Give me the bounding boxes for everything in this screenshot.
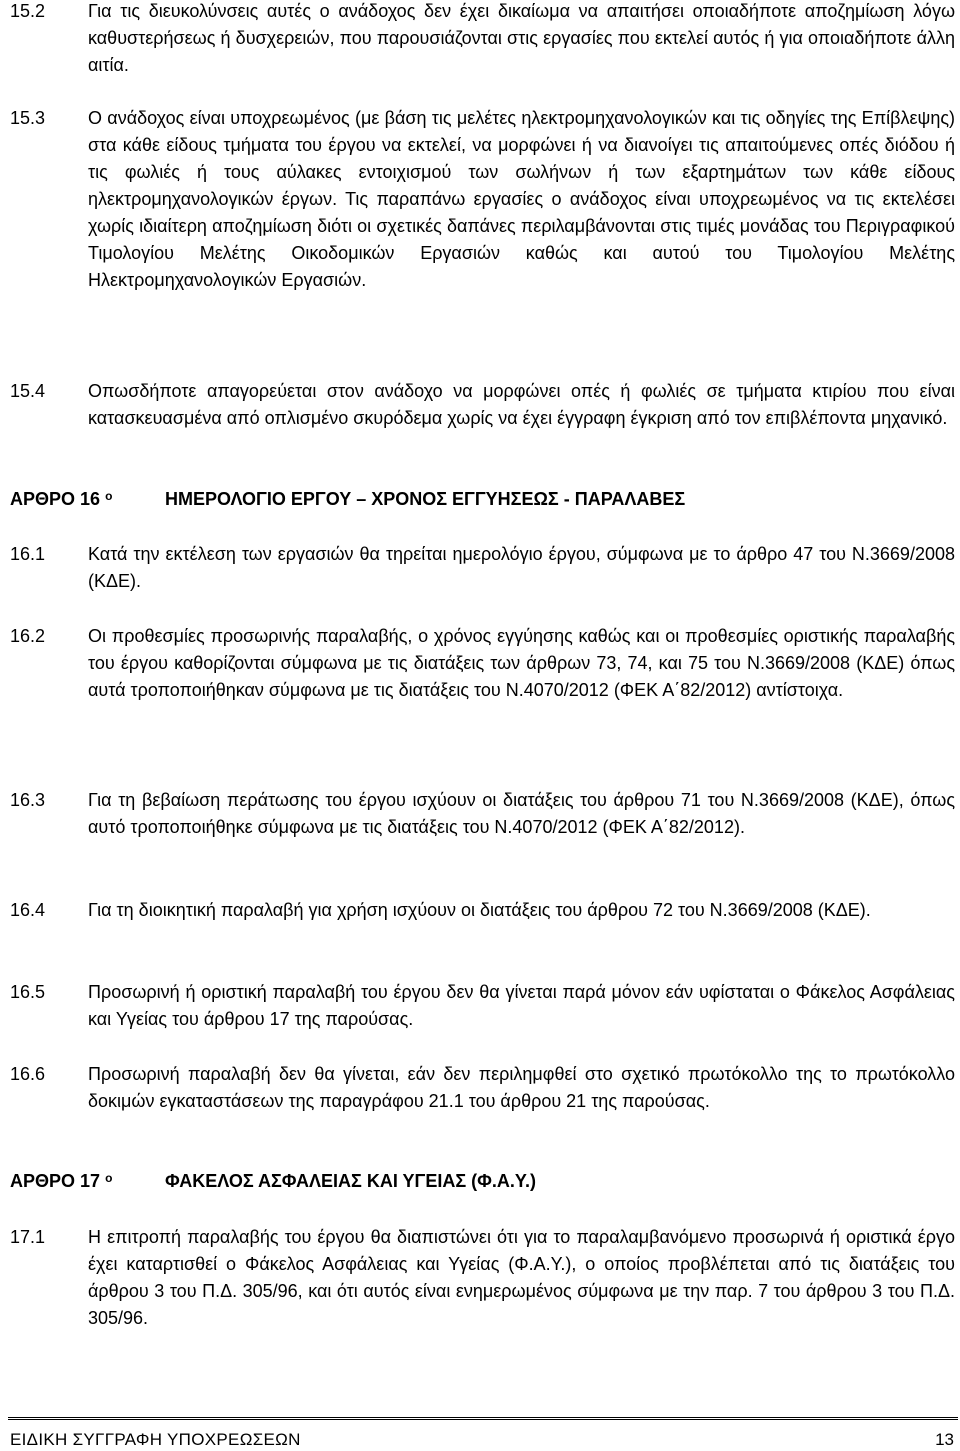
- article-label: ΑΡΘΡΟ 16 $^o$: [10, 489, 113, 509]
- article-label: ΑΡΘΡΟ 17 $^o$: [10, 1171, 113, 1191]
- paragraph-number: 16.3: [10, 790, 46, 810]
- footer-divider: [8, 1417, 958, 1420]
- paragraph-number: 16.1: [10, 544, 46, 564]
- paragraph-number: 16.6: [10, 1064, 46, 1084]
- paragraph-16-5: [10, 979, 955, 1033]
- paragraph-16-4: [10, 897, 955, 924]
- paragraph-15-4: [10, 378, 955, 432]
- paragraph-16-6: [10, 1061, 955, 1115]
- paragraph-number: 15.4: [10, 381, 46, 401]
- paragraph-number: 16.4: [10, 900, 46, 920]
- paragraph-number: 16.5: [10, 982, 46, 1002]
- paragraph-15-3: [10, 105, 955, 294]
- page-number: 13: [935, 1430, 954, 1449]
- paragraph-number: 16.2: [10, 626, 46, 646]
- paragraph-16-3: [10, 787, 955, 841]
- paragraph-number: 15.2: [10, 1, 46, 21]
- paragraph-text: Για τη διοικητική παραλαβή για χρήση ισχύουν οι διατάξεις του άρθρου 72 του Ν.3669/2008 (ΚΔΕ).: [88, 900, 871, 920]
- paragraph-15-2: [10, 0, 955, 79]
- paragraph-text: Προσωρινή ή οριστική παραλαβή του έργου δεν θα γίνεται παρά μόνον εάν υφίσταται ο Φάκελος Ασφάλειας και Υγείας του άρθρου 17 της παρούσας.: [88, 982, 955, 1029]
- paragraph-number: 17.1: [10, 1227, 46, 1247]
- paragraph-text: Οι προθεσμίες προσωρινής παραλαβής, ο χρόνος εγγύησης καθώς και οι προθεσμίες οριστικής παραλαβής του έργου καθορίζονται σύμφωνα με τις διατάξεις των άρθρων 73, 74, και 75 του Ν.3669/2008 (ΚΔΕ) όπως αυτά τροποποιήθηκαν σύμφωνα με τις διατάξεις του Ν.4070/2012 (ΦΕΚ Α΄82/2012) αντίστοιχα.: [88, 626, 955, 700]
- footer-title: ΕΙΔΙΚΗ ΣΥΓΓΡΑΦΗ ΥΠΟΧΡΕΩΣΕΩΝ: [10, 1430, 301, 1449]
- paragraph-text: Ο ανάδοχος είναι υποχρεωμένος (με βάση τις μελέτες ηλεκτρομηχανολογικών και τις οδηγίες της Επίβλεψης) στα κάθε είδους τμήματα του έργου να εκτελεί, να μορφώνει ή να διανοίγει τις απαιτούμενες οπές διόδου ή τις φωλιές ή τους αύλακες εντοιχισμού των σωλήνων ή των εξαρτημάτων των κάθε είδους ηλεκτρομηχανολογικών έργων. Τις παραπάνω εργασίες ο ανάδοχος είναι υποχρεωμένος να τις εκτελέσει χωρίς ιδιαίτερη αποζημίωση διότι οι σχετικές δαπάνες περιλαμβάνονται στις τιμές μονάδας του Περιγραφικού Τιμολογίου Μελέτης Οικοδομικών Εργασιών καθώς και αυτού του Τιμολογίου Μελέτης Ηλεκτρομηχανολογικών Εργασιών.: [88, 108, 955, 290]
- paragraph-number: 15.3: [10, 108, 46, 128]
- paragraph-16-2: [10, 623, 955, 704]
- paragraph-text: Κατά την εκτέλεση των εργασιών θα τηρείται ημερολόγιο έργου, σύμφωνα με το άρθρο 47 του Ν.3669/2008 (ΚΔΕ).: [88, 544, 955, 591]
- paragraph-text: Η επιτροπή παραλαβής του έργου θα διαπιστώνει ότι για το παραλαμβανόμενο προσωρινά ή οριστικά έργο έχει καταρτισθεί ο Φάκελος Ασφάλειας και Υγείας (Φ.Α.Υ.), ο οποίος προβλέπεται από τις διατάξεις του άρθρου 3 του Π.Δ. 305/96, και ότι αυτός είναι ενημερωμένος σύμφωνα με την παρ. 7 του άρθρου 3 του Π.Δ. 305/96.: [88, 1227, 955, 1328]
- paragraph-text: Οπωσδήποτε απαγορεύεται στον ανάδοχο να μορφώνει οπές ή φωλιές σε τμήματα κτιρίου που είναι κατασκευασμένα από οπλισμένο σκυρόδεμα χωρίς να έχει έγγραφη έγκριση από τον επιβλέποντα μηχανικό.: [88, 381, 955, 428]
- paragraph-16-1: [10, 541, 955, 595]
- article-title: ΦΑΚΕΛΟΣ ΑΣΦΑΛΕΙΑΣ ΚΑΙ ΥΓΕΙΑΣ (Φ.Α.Υ.): [165, 1171, 536, 1191]
- paragraph-text: Για τις διευκολύνσεις αυτές ο ανάδοχος δεν έχει δικαίωμα να απαιτήσει οποιαδήποτε αποζημίωση λόγω καθυστερήσεως ή δυσχερειών, που παρουσιάζονται στις εργασίες που εκτελεί αυτός ή για οποιαδήποτε άλλη αιτία.: [88, 1, 955, 75]
- paragraph-17-1: [10, 1224, 955, 1332]
- article-title: ΗΜΕΡΟΛΟΓΙΟ ΕΡΓΟΥ – ΧΡΟΝΟΣ ΕΓΓΥΗΣΕΩΣ - ΠΑΡΑΛΑΒΕΣ: [165, 489, 686, 509]
- paragraph-text: Για τη βεβαίωση περάτωσης του έργου ισχύουν οι διατάξεις του άρθρου 71 του Ν.3669/2008 (ΚΔΕ), όπως αυτό τροποποιήθηκε σύμφωνα με τις διατάξεις του Ν.4070/2012 (ΦΕΚ Α΄82/2012).: [88, 790, 955, 837]
- paragraph-text: Προσωρινή παραλαβή δεν θα γίνεται, εάν δεν περιλημφθεί στο σχετικό πρωτόκολλο της το πρωτόκολλο δοκιμών εγκαταστάσεων της παραγράφου 21.1 του άρθρου 21 της παρούσας.: [88, 1064, 955, 1111]
